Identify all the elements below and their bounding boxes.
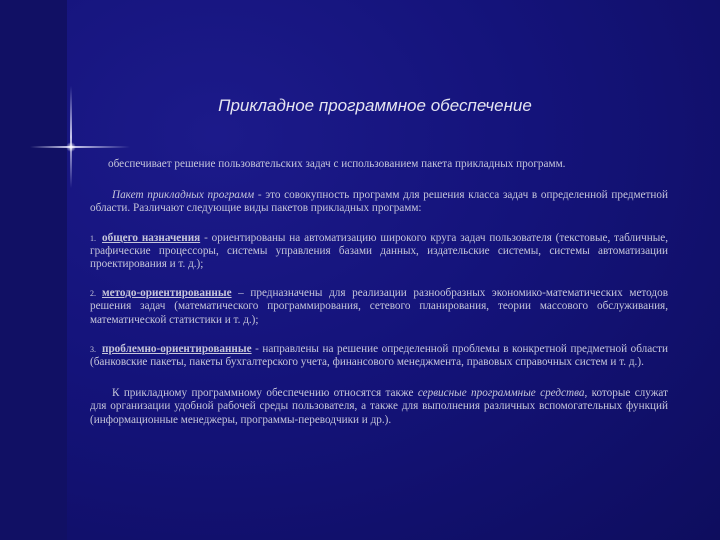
definition-term: Пакет прикладных программ (112, 189, 255, 202)
paragraph-definition (90, 189, 668, 215)
left-stripe (0, 0, 67, 540)
paragraph-intro: обеспечивает решение пользовательских задач с использованием пакета прикладных программ. (108, 158, 566, 170)
service-tools-after: , которые служат для организации удобной рабочей среды пользователя, а также для выполнения различных вспомогательных функций (информационные менеджеры, программы-переводчики и др.). (90, 387, 668, 426)
list-item-keyword: общего назначения (102, 231, 201, 244)
list-item-number: 3. (90, 344, 96, 354)
definition-text: - это совокупность программ для решения класса задач в определенной предметной области. Различают следующие виды пакетов прикладных программ: (90, 189, 668, 215)
list-item (90, 232, 668, 272)
sparkle-horizontal-line (30, 146, 130, 148)
list-item-keyword: методо-ориентированные (102, 287, 232, 300)
list-item-text: - направлены на решение определенной проблемы в конкретной предметной области (банковские пакеты, пакеты бухгалтерского учета, финансового менеджмента, правовых справочных систем и т. д.). (90, 342, 668, 369)
sparkle-star-icon (66, 142, 76, 152)
list-item (90, 287, 668, 327)
list-item-number: 1. (90, 233, 96, 243)
slide-title: Прикладное программное обеспечение (218, 96, 532, 115)
list-item-text: – предназначены для реализации разнообразных экономико-математических методов решения задач (математического программирования, сетевого планирования, теории массового обслуживания, математической статистики и т. д.); (90, 287, 668, 326)
service-tools-term: сервисные программные средства (417, 387, 585, 400)
service-tools-before: К прикладному программному обеспечению относятся также (112, 387, 418, 400)
list-item (90, 343, 668, 369)
paragraph-service-tools (90, 387, 668, 427)
slide-body (90, 158, 668, 427)
list-item-text: - ориентированы на автоматизацию широкого круга задач пользователя (текстовые, табличные, графические процессоры, системы управления базами данных, издательские системы, системы автоматизации проектирования и т. д.); (90, 231, 668, 271)
list-item-keyword: проблемно-ориентированные (102, 342, 252, 355)
list-item-number: 2. (90, 289, 96, 299)
